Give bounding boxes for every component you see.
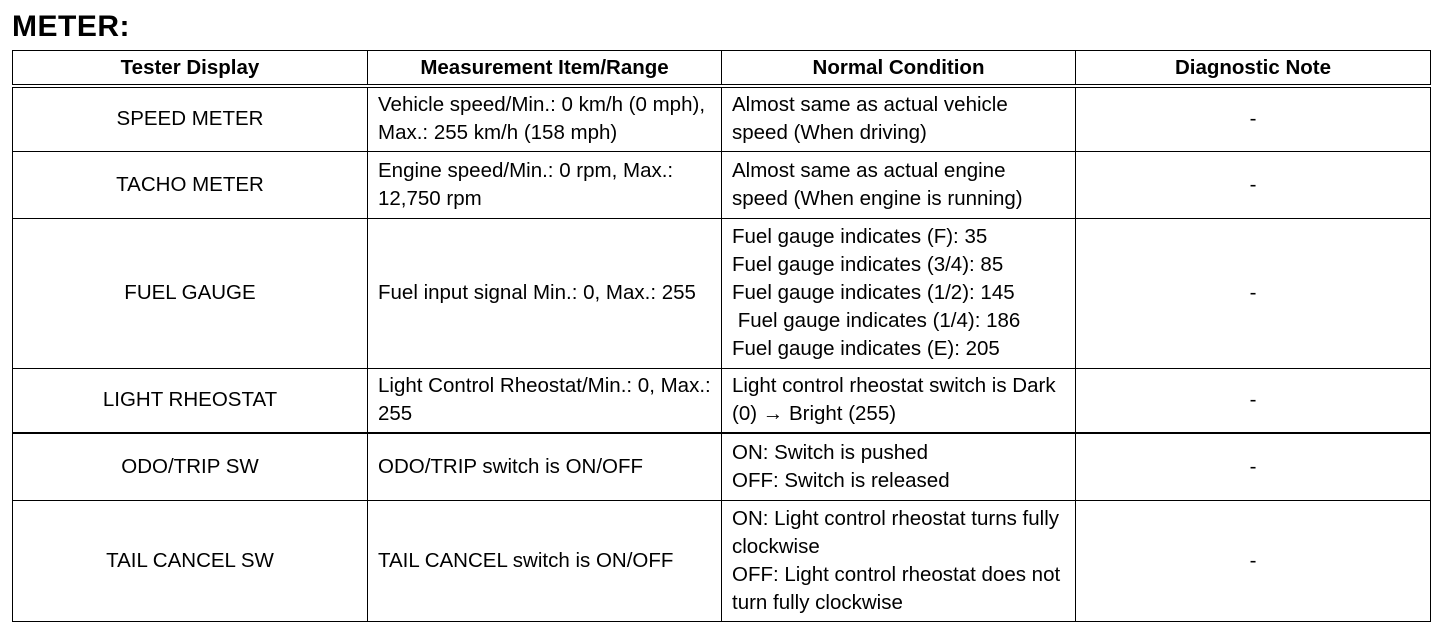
cell-diagnostic-note: - bbox=[1076, 86, 1431, 151]
cell-tester-display: TAIL CANCEL SW bbox=[13, 500, 368, 621]
table-row bbox=[13, 151, 1431, 218]
cell-normal-condition bbox=[722, 218, 1076, 368]
normal-line: Fuel gauge indicates (3/4): 85 bbox=[732, 253, 1004, 276]
cell-diagnostic-note: - bbox=[1076, 368, 1431, 433]
cell-normal-condition bbox=[722, 151, 1076, 218]
cell-normal-condition bbox=[722, 500, 1076, 621]
header-tester-display: Tester Display bbox=[13, 51, 368, 87]
cell-tester-display: ODO/TRIP SW bbox=[13, 433, 368, 500]
table-row bbox=[13, 500, 1431, 621]
page-title: METER: bbox=[12, 10, 130, 43]
table-row bbox=[13, 86, 1431, 151]
normal-line: OFF: Light control rheostat does not turn fully clockwise bbox=[732, 562, 1061, 614]
cell-tester-display: FUEL GAUGE bbox=[13, 218, 368, 368]
cell-measurement: Fuel input signal Min.: 0, Max.: 255 bbox=[368, 218, 722, 368]
table-row bbox=[13, 433, 1431, 500]
cell-diagnostic-note: - bbox=[1076, 500, 1431, 621]
cell-measurement: ODO/TRIP switch is ON/OFF bbox=[368, 433, 722, 500]
cell-normal-condition bbox=[722, 368, 1076, 433]
cell-diagnostic-note: - bbox=[1076, 218, 1431, 368]
header-measurement: Measurement Item/Range bbox=[368, 51, 722, 87]
cell-tester-display: TACHO METER bbox=[13, 151, 368, 218]
cell-diagnostic-note: - bbox=[1076, 433, 1431, 500]
header-normal-condition: Normal Condition bbox=[722, 51, 1076, 87]
normal-line: ON: Light control rheostat turns fully clockwise bbox=[732, 506, 1060, 558]
meter-table bbox=[12, 50, 1431, 622]
normal-line: ON: Switch is pushed bbox=[732, 440, 928, 464]
cell-measurement: TAIL CANCEL switch is ON/OFF bbox=[368, 500, 722, 621]
table-header-row bbox=[13, 51, 1431, 87]
table-row bbox=[13, 368, 1431, 433]
normal-line: Fuel gauge indicates (E): 205 bbox=[732, 337, 1000, 360]
normal-line: OFF: Switch is released bbox=[732, 468, 950, 492]
cell-tester-display: LIGHT RHEOSTAT bbox=[13, 368, 368, 433]
cell-measurement: Vehicle speed/Min.: 0 km/h (0 mph), Max.: 255 km/h (158 mph) bbox=[368, 86, 722, 151]
cell-measurement: Engine speed/Min.: 0 rpm, Max.: 12,750 rpm bbox=[368, 151, 722, 218]
normal-line: Fuel gauge indicates (1/2): 145 bbox=[732, 281, 1015, 304]
normal-line: Fuel gauge indicates (F): 35 bbox=[732, 225, 988, 248]
normal-line: Fuel gauge indicates (1/4): 186 bbox=[732, 309, 1021, 332]
cell-measurement: Light Control Rheostat/Min.: 0, Max.: 255 bbox=[368, 368, 722, 433]
normal-line: Light control rheostat switch is Dark (0) → Bright (255) bbox=[732, 374, 1056, 426]
header-diagnostic-note: Diagnostic Note bbox=[1076, 51, 1431, 87]
normal-line: Almost same as actual vehicle speed (When driving) bbox=[732, 93, 1008, 145]
cell-diagnostic-note: - bbox=[1076, 151, 1431, 218]
normal-line: Almost same as actual engine speed (When engine is running) bbox=[732, 158, 1023, 210]
cell-tester-display: SPEED METER bbox=[13, 86, 368, 151]
table-row bbox=[13, 218, 1431, 368]
cell-normal-condition bbox=[722, 433, 1076, 500]
cell-normal-condition bbox=[722, 86, 1076, 151]
